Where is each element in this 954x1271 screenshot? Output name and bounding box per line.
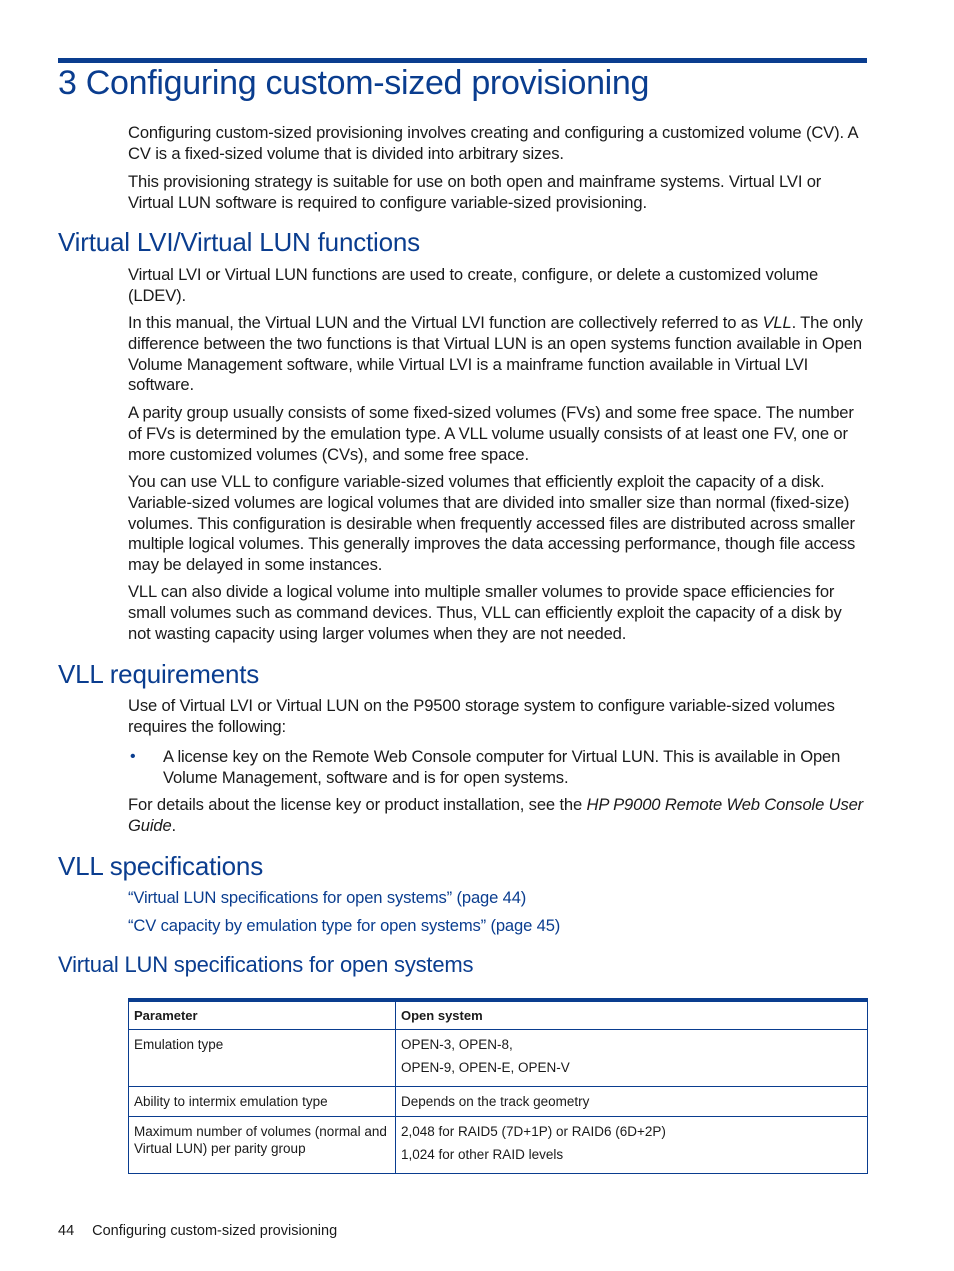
parameter-text: Emulation type [134,1037,224,1052]
requirements-paragraph-1: Use of Virtual LVI or Virtual LUN on the P9500 storage system to configure variable-sized volumes requires the following: [128,696,835,736]
functions-paragraph-3: A parity group usually consists of some fixed-sized volumes (FVs) and some free space. The number of FVs is determined by the emulation type. A VLL volume usually consists of at least one FV, one or more customized volumes (CVs), and some free space. [128,403,854,464]
parameter-cell [129,1117,396,1174]
value-cell [396,1030,868,1087]
requirements-paragraph-2 [128,795,868,837]
intro-paragraph-2: This provisioning strategy is suitable for use on both open and mainframe systems. Virtual LVI or Virtual LUN software is required to configure variable-sized provisioning. [128,172,822,212]
subsection-heading-open-systems: Virtual LUN specifications for open systems [58,952,474,977]
column-header-open-system: Open system [396,1000,868,1030]
bullet-icon: • [130,748,136,765]
functions-paragraph-2-text-a: In this manual, the Virtual LUN and the Virtual LVI function are collectively referred to as [128,313,763,332]
intro-paragraph-1: Configuring custom-sized provisioning involves creating and configuring a customized volume (CV). A CV is a fixed-sized volume that is divided into arbitrary sizes. [128,123,858,163]
value-line: OPEN-9, OPEN-E, OPEN-V [401,1060,570,1075]
parameter-cell [129,1030,396,1087]
functions-paragraph-2-text-b: . The only difference between the two functions is that Virtual LUN is an open systems function available in Open Volume Management software, while Virtual LVI is a mainframe function available in Virtual LVI software. [128,313,863,395]
requirements-paragraph-2-text-b: . [171,815,176,835]
functions-paragraph-5: VLL can also divide a logical volume into multiple smaller volumes to provide space efficiencies for small volumes such as command devices. Thus, VLL can efficiently exploit the capacity of a disk by not wasting capacity using larger volumes when they are not needed. [128,582,842,643]
link-virtual-lun-specifications[interactable]: “Virtual LUN specifications for open systems” (page 44) [128,888,527,907]
parameter-text: Ability to intermix emulation type [134,1094,328,1109]
table-row [129,1030,868,1087]
table-header-row [129,1000,868,1030]
table-row [129,1117,868,1174]
specifications-table [128,998,868,1174]
section-heading-specifications: VLL specifications [58,851,263,881]
guide-title: HP P9000 Remote Web Console User Guide [128,795,864,835]
table-row [129,1087,868,1117]
value-line: OPEN-3, OPEN-8, [401,1037,513,1052]
parameter-cell [129,1087,396,1117]
link-cv-capacity[interactable]: “CV capacity by emulation type for open systems” (page 45) [128,916,561,935]
section-heading-requirements: VLL requirements [58,659,260,689]
page-number: 44 [58,1223,75,1239]
value-line: 2,048 for RAID5 (7D+1P) or RAID6 (6D+2P) [401,1124,666,1139]
value-line: 1,024 for other RAID levels [401,1147,564,1162]
footer-title: Configuring custom-sized provisioning [92,1223,338,1239]
functions-paragraph-1: Virtual LVI or Virtual LUN functions are used to create, configure, or delete a customized volume (LDEV). [128,265,819,305]
parameter-text: Maximum number of volumes (normal and Virtual LUN) per parity group [134,1124,387,1156]
functions-paragraph-4: You can use VLL to configure variable-sized volumes that efficiently exploit the capacity of a disk. Variable-sized volumes are logical volumes that are divided into smaller size than normal (fixed-size) volumes. This configuration is desirable when frequently accessed files are distributed across smaller multiple logical volumes. This generally improves the data accessing performance, though file access may be delayed in some instances. [128,472,856,575]
value-cell [396,1087,868,1117]
functions-paragraph-2 [128,313,868,396]
vll-term: VLL [762,313,792,332]
value-cell [396,1117,868,1174]
value-line: Depends on the track geometry [401,1094,590,1109]
chapter-title: 3 Configuring custom-sized provisioning [58,64,650,102]
page-footer [58,1223,337,1239]
column-header-parameter: Parameter [129,1000,396,1030]
section-heading-functions: Virtual LVI/Virtual LUN functions [58,227,420,257]
requirements-bullet-1: A license key on the Remote Web Console computer for Virtual LUN. This is available in Open Volume Management, software and is for open systems. [163,747,841,787]
requirements-paragraph-2-text-a: For details about the license key or product installation, see the [128,795,587,814]
chapter-top-rule [58,58,867,63]
